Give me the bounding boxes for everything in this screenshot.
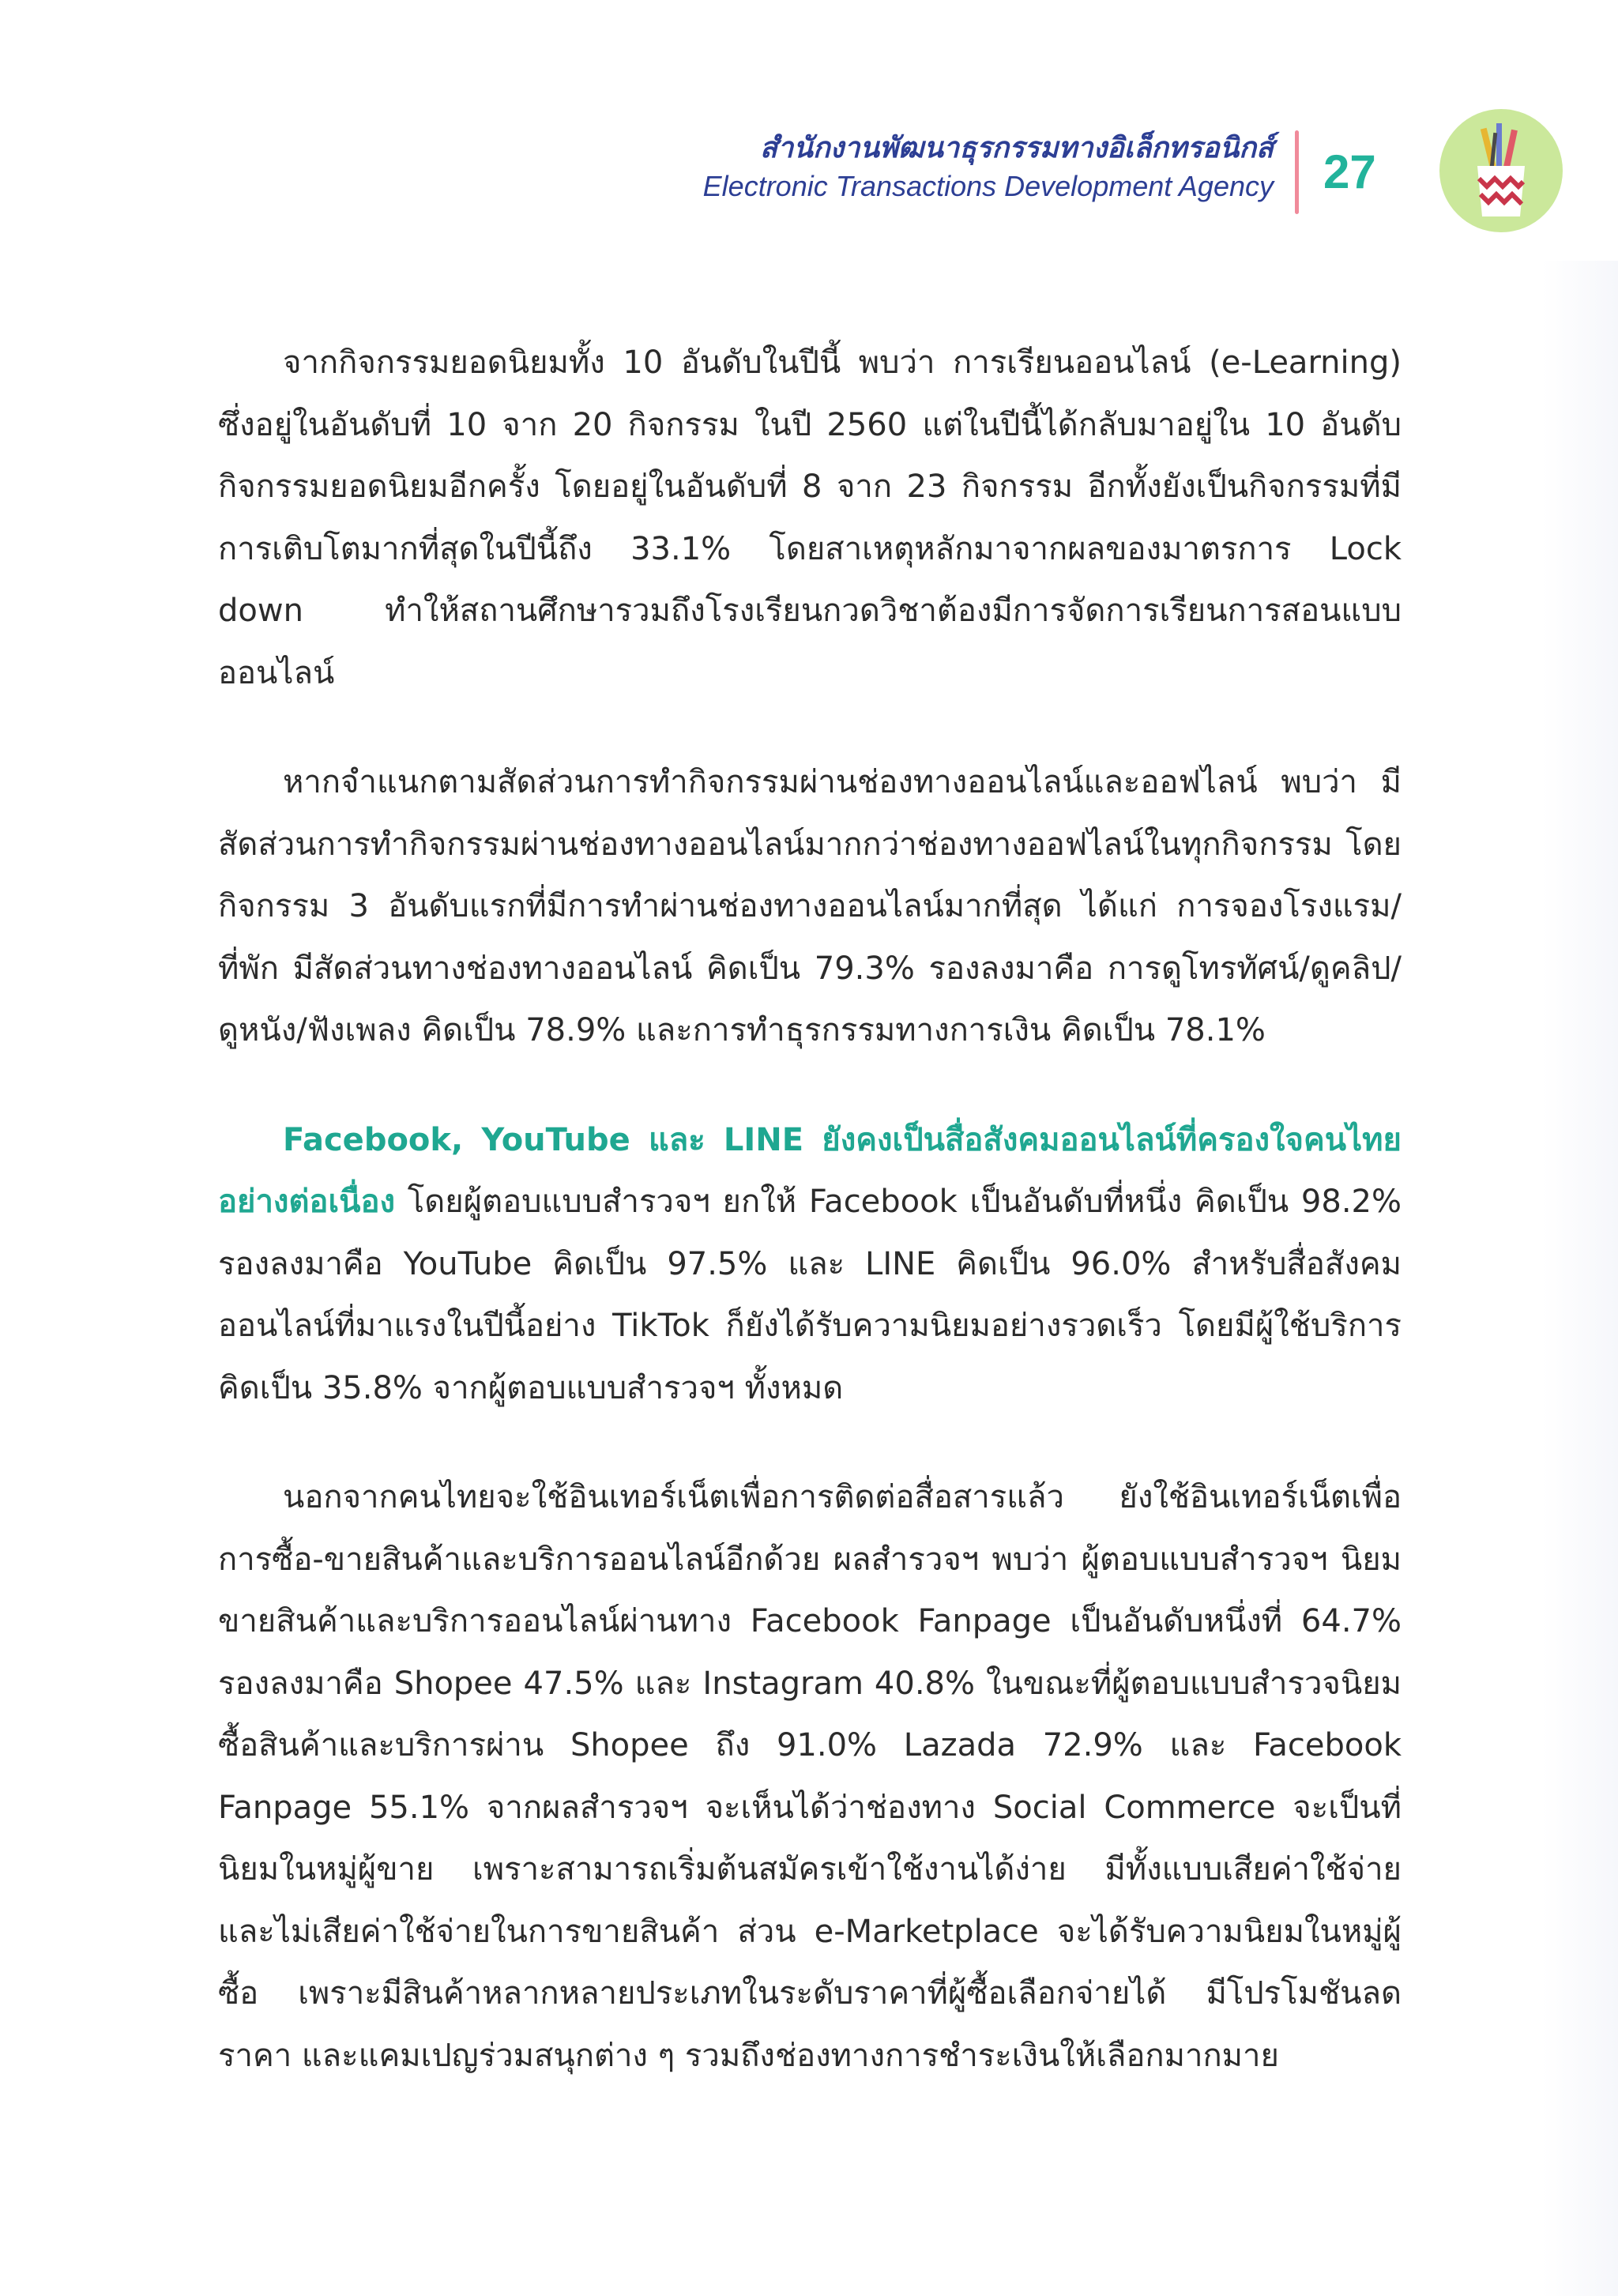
highlight-heading: Facebook, YouTube และ LINE ยังคงเป็นสื่อสังคมออนไลน์ที่ครองใจคนไทยอย่างต่อเนื่อง [218,1121,1402,1220]
page-number: 27 [1323,145,1376,198]
paragraph-online-offline: หากจำแนกตามสัดส่วนการทำกิจกรรมผ่านช่องทางออนไลน์และออฟไลน์ พบว่า มีสัดส่วนการทำกิจกรรมผ่านช่องทางออนไลน์มากกว่าช่องทางออฟไลน์ในทุกกิจกรรม โดยกิจกรรม 3 อันดับแรกที่มีการทำผ่านช่องทางออนไลน์มากที่สุด ได้แก่ การจองโรงแรม/ที่พัก มีสัดส่วนทางช่องทางออนไลน์ คิดเป็น 79.3% รองลงมาคือ การดูโทรทัศน์/ดูคลิป/ดูหนัง/ฟังเพลง คิดเป็น 78.9% และการทำธุรกรรมทางการเงิน คิดเป็น 78.1% [218,764,1402,1048]
paragraph-social-media-text: โดยผู้ตอบแบบสำรวจฯ ยกให้ Facebook เป็นอันดับที่หนึ่ง คิดเป็น 98.2% รองลงมาคือ YouTube คิดเป็น 97.5% และ LINE คิดเป็น 96.0% สำหรับสื่อสังคมออนไลน์ที่มาแรงในปีนี้อย่าง TikTok ก็ยังได้รับความนิยมอย่างรวดเร็ว โดยมีผู้ใช้บริการ คิดเป็น 35.8% จากผู้ตอบแบบสำรวจฯ ทั้งหมด [218,1184,1402,1406]
page-edge-shade [1542,261,1618,2296]
pencil-cup-icon [1439,109,1563,232]
paragraph-elearning: จากกิจกรรมยอดนิยมทั้ง 10 อันดับในปีนี้ พบว่า การเรียนออนไลน์ (e-Learning) ซึ่งอยู่ในอันดับที่ 10 จาก 20 กิจกรรม ในปี 2560 แต่ในปีนี้ได้กลับมาอยู่ใน 10 อันดับกิจกรรมยอดนิยมอีกครั้ง โดยอยู่ในอันดับที่ 8 จาก 23 กิจกรรม อีกทั้งยังเป็นกิจกรรมที่มีการเติบโตมากที่สุดในปีนี้ถึง 33.1% โดยสาเหตุหลักมาจากผลของมาตรการ Lock down ทำให้สถานศึกษารวมถึงโรงเรียนกวดวิชาต้องมีการจัดการเรียนการสอนแบบออนไลน์ [218,344,1402,691]
header-divider [1295,130,1299,214]
article-body [218,332,1402,2134]
page-header [484,130,1274,205]
agency-name-english: Electronic Transactions Development Agency [702,170,1274,202]
agency-name-thai: สำนักงานพัฒนาธุรกรรมทางอิเล็กทรอนิกส์ [760,132,1274,164]
paragraph-ecommerce: นอกจากคนไทยจะใช้อินเทอร์เน็ตเพื่อการติดต่อสื่อสารแล้ว ยังใช้อินเทอร์เน็ตเพื่อการซื้อ-ขายสินค้าและบริการออนไลน์อีกด้วย ผลสำรวจฯ พบว่า ผู้ตอบแบบสำรวจฯ นิยมขายสินค้าและบริการออนไลน์ผ่านทาง Facebook Fanpage เป็นอันดับหนึ่งที่ 64.7% รองลงมาคือ Shopee 47.5% และ Instagram 40.8% ในขณะที่ผู้ตอบแบบสำรวจนิยมซื้อสินค้าและบริการผ่าน Shopee ถึง 91.0% Lazada 72.9% และ Facebook Fanpage 55.1% จากผลสำรวจฯ จะเห็นได้ว่าช่องทาง Social Commerce จะเป็นที่นิยมในหมู่ผู้ขาย เพราะสามารถเริ่มต้นสมัครเข้าใช้งานได้ง่าย มีทั้งแบบเสียค่าใช้จ่าย และไม่เสียค่าใช้จ่ายในการขายสินค้า ส่วน e-Marketplace จะได้รับความนิยมในหมู่ผู้ซื้อ เพราะมีสินค้าหลากหลายประเภทในระดับราคาที่ผู้ซื้อเลือกจ่ายได้ มีโปรโมชันลดราคา และแคมเปญร่วมสนุกต่าง ๆ รวมถึงช่องทางการชำระเงินให้เลือกมากมาย [218,1479,1402,2074]
paragraph-social-media [218,1109,1402,1420]
